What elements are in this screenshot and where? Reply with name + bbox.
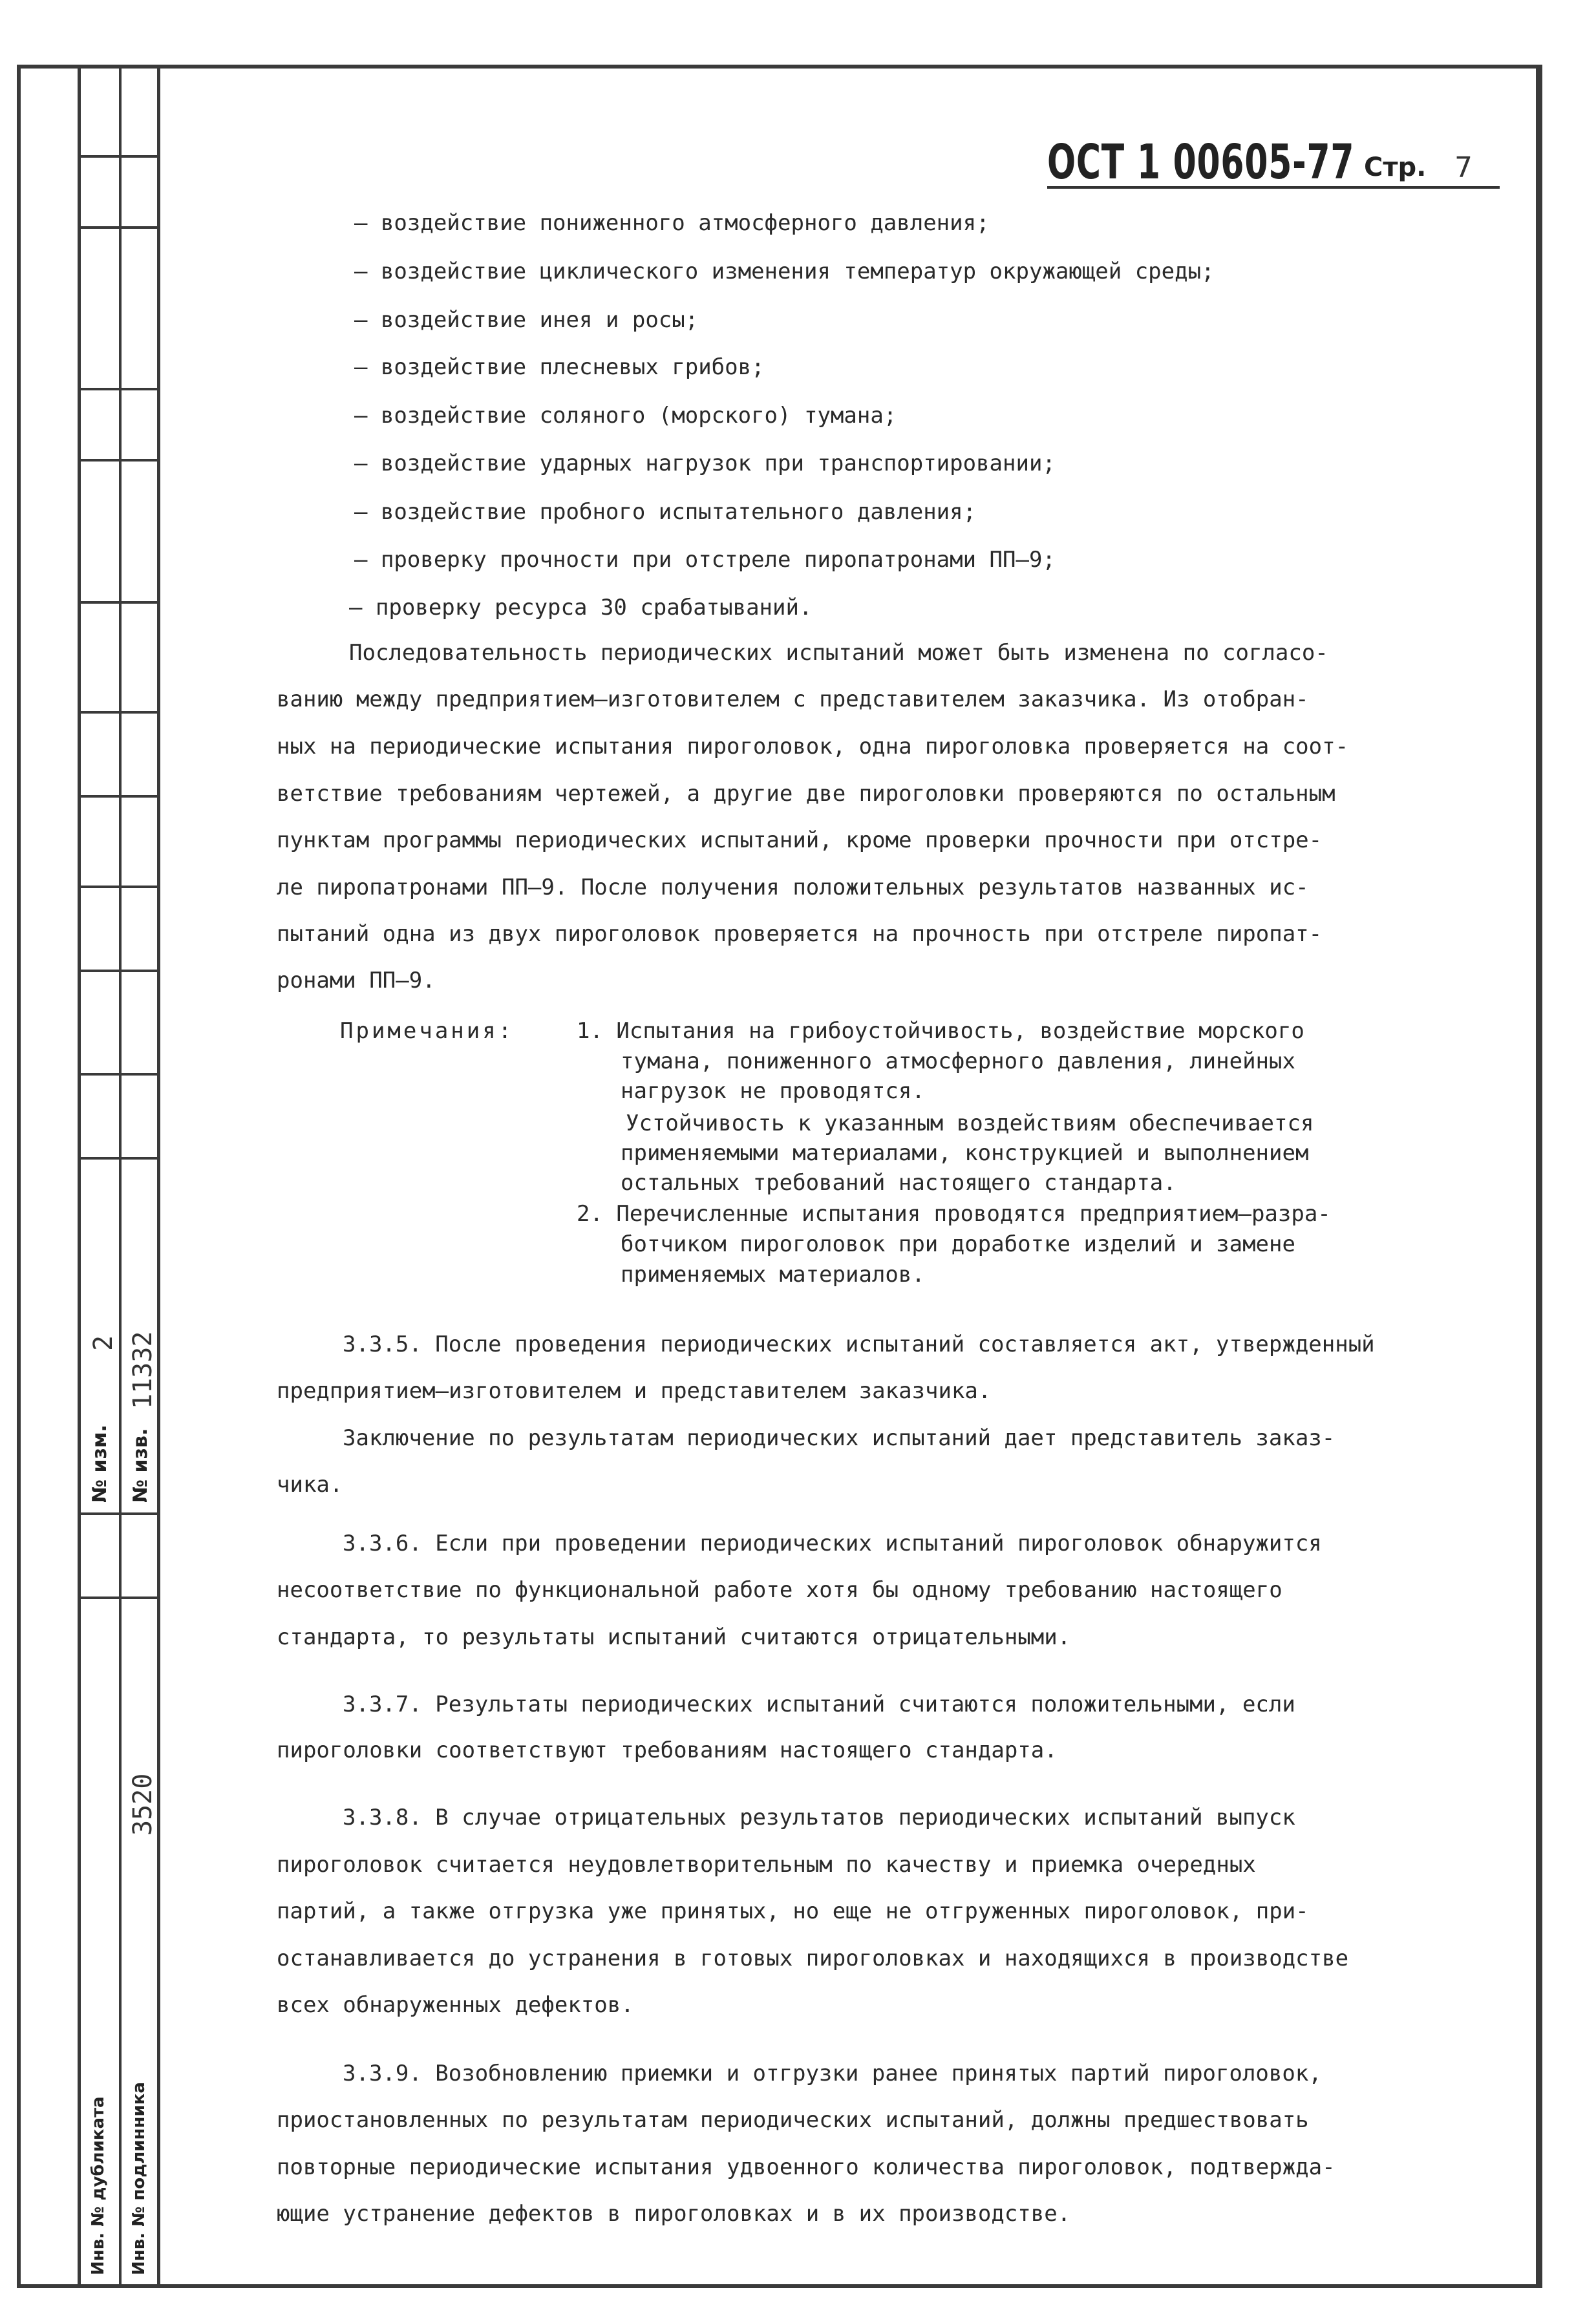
paragraph-line: Последовательность периодических испытаний может быть изменена по согласо- xyxy=(349,640,1328,666)
section-3-3-5-line: 3.3.5. После проведения периодических испытаний составляется акт, утвержденный xyxy=(343,1331,1375,1357)
list-item: – воздействие циклического изменения температур окружающей среды; xyxy=(354,259,1215,284)
paragraph-line: ных на периодические испытания пироголовок, одна пироголовка проверяется на соот- xyxy=(277,734,1349,759)
stamp-divider xyxy=(81,388,157,390)
stamp-divider xyxy=(81,155,157,158)
section-3-3-8-line: пироголовок считается неудовлетворительным по качеству и приемка очередных xyxy=(277,1852,1256,1878)
section-3-3-9-line: 3.3.9. Возобновлению приемки и отгрузки ранее принятых партий пироголовок, xyxy=(343,2061,1322,2086)
section-3-3-7-line: 3.3.7. Результаты периодических испытаний считаются положительными, если xyxy=(343,1692,1295,1717)
izm-value: 2 xyxy=(89,1335,118,1351)
paragraph-line: пунктам программы периодических испытаний, кроме проверки прочности при отстре- xyxy=(277,827,1323,853)
note-line: Устойчивость к указанным воздействиям обеспечивается xyxy=(626,1110,1314,1136)
section-3-3-5-line: Заключение по результатам периодических испытаний дает представитель заказ- xyxy=(343,1425,1335,1451)
stamp-divider xyxy=(81,1157,157,1160)
stamp-strip-center-line xyxy=(119,65,122,2288)
section-3-3-6-line: 3.3.6. Если при проведении периодических испытаний пироголовок обнаружится xyxy=(343,1531,1322,1556)
page-label: Стр. xyxy=(1364,153,1427,182)
section-3-3-8-line: партий, а также отгрузка уже принятых, но еще не отгруженных пироголовок, при- xyxy=(277,1898,1309,1924)
list-item: – проверку ресурса 30 срабатываний. xyxy=(349,595,813,621)
note-line: остальных требований настоящего стандарта. xyxy=(621,1170,1176,1196)
list-item: – воздействие пробного испытательного давления; xyxy=(354,499,977,525)
inv-value: 3520 xyxy=(128,1773,158,1836)
stamp-divider xyxy=(81,886,157,888)
stamp-divider xyxy=(81,226,157,229)
stamp-divider xyxy=(81,1073,157,1076)
section-3-3-8-line: 3.3.8. В случае отрицательных результатов периодических испытаний выпуск xyxy=(343,1805,1295,1830)
paragraph-line: ванию между предприятием–изготовителем с представителем заказчика. Из отобран- xyxy=(277,686,1309,712)
stamp-divider xyxy=(81,1596,157,1599)
list-item: – воздействие инея и росы; xyxy=(354,307,699,333)
dubl-label: Инв. № дубликата xyxy=(89,2096,108,2275)
izm-label: № изм. xyxy=(89,1425,111,1503)
section-3-3-8-line: останавливается до устранения в готовых пироголовках и находящихся в производстве xyxy=(277,1946,1349,1971)
stamp-divider xyxy=(81,711,157,714)
paragraph-line: ронами ПП–9. xyxy=(277,968,436,993)
list-item: – воздействие пониженного атмосферного давления; xyxy=(354,210,990,236)
note-line: 2. Перечисленные испытания проводятся предприятием–разра- xyxy=(577,1201,1331,1227)
stamp-strip xyxy=(78,65,160,2288)
section-3-3-7-line: пироголовки соответствуют требованиям настоящего стандарта. xyxy=(277,1737,1058,1763)
notes-label: Примечания: xyxy=(340,1018,515,1044)
stamp-divider xyxy=(81,970,157,972)
section-3-3-6-line: несоответствие по функциональной работе хотя бы одному требованию настоящего xyxy=(277,1577,1282,1603)
note-line: ботчиком пироголовок при доработке изделий и замене xyxy=(621,1231,1295,1257)
izv-value: 11332 xyxy=(128,1331,158,1409)
note-line: применяемыми материалами, конструкцией и выполнением xyxy=(621,1140,1309,1166)
section-3-3-9-line: приостановленных по результатам периодических испытаний, должны предшествовать xyxy=(277,2107,1309,2133)
paragraph-line: ле пиропатронами ПП–9. После получения положительных результатов названных ис- xyxy=(277,875,1309,900)
note-line: тумана, пониженного атмосферного давления, линейных xyxy=(621,1048,1295,1074)
list-item: – проверку прочности при отстреле пиропатронами ПП–9; xyxy=(354,547,1056,573)
paragraph-line: ветствие требованиям чертежей, а другие две пироголовки проверяются по остальным xyxy=(277,781,1335,807)
page-number: 7 xyxy=(1454,151,1473,184)
section-3-3-8-line: всех обнаруженных дефектов. xyxy=(277,1992,634,2018)
section-3-3-6-line: стандарта, то результаты испытаний считаются отрицательными. xyxy=(277,1624,1071,1650)
section-3-3-5-line: чика. xyxy=(277,1472,343,1498)
stamp-divider xyxy=(81,795,157,798)
note-line: применяемых материалов. xyxy=(621,1262,925,1288)
stamp-divider xyxy=(81,459,157,461)
list-item: – воздействие соляного (морского) тумана; xyxy=(354,403,897,429)
section-3-3-9-line: повторные периодические испытания удвоенного количества пироголовок, подтвержда- xyxy=(277,2154,1335,2180)
section-3-3-5-line: предприятием–изготовителем и представителем заказчика. xyxy=(277,1378,992,1404)
note-line: нагрузок не проводятся. xyxy=(621,1078,925,1104)
stamp-divider xyxy=(81,1512,157,1515)
standard-code: ОСТ 1 00605-77 xyxy=(1047,134,1355,190)
document-header xyxy=(1047,134,1500,189)
list-item: – воздействие ударных нагрузок при транспортировании; xyxy=(354,451,1056,476)
podl-label: Инв. № подлинника xyxy=(129,2082,149,2275)
section-3-3-9-line: ющие устранение дефектов в пироголовках и в их производстве. xyxy=(277,2201,1071,2227)
page-frame-right-edge xyxy=(1536,65,1542,2288)
note-line: 1. Испытания на грибоустойчивость, воздействие морского xyxy=(577,1018,1304,1044)
izv-label: № изв. xyxy=(129,1428,152,1503)
list-item: – воздействие плесневых грибов; xyxy=(354,354,765,380)
stamp-divider xyxy=(81,601,157,604)
paragraph-line: пытаний одна из двух пироголовок проверяется на прочность при отстреле пиропат- xyxy=(277,921,1323,947)
